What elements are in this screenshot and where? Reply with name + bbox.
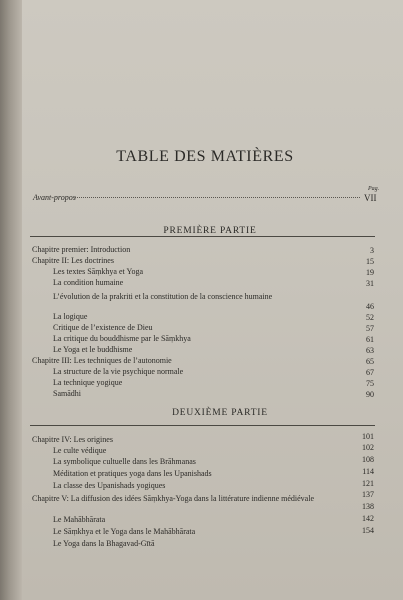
toc-entry-page: 52 [366,313,374,322]
toc-entry-page: 19 [366,268,374,277]
toc-entry: Chapitre III: Les techniques de l’autonomie [32,356,172,365]
toc-entry: L’évolution de la prakriti et la constitution de la conscience humaine [53,292,273,301]
toc-entry: Chapitre V: La diffusion des idées Sāṃkhya-Yoga dans la littérature indienne médiévale [32,494,315,503]
toc-entry: La critique du bouddhisme par le Sāṃkhya [53,334,191,343]
toc-entry: Le Sāṃkhya et le Yoga dans le Mahābhārata [53,527,196,536]
toc-entry-page: 137 [362,490,374,499]
toc-entry: Méditation et pratiques yoga dans les Upanishads [53,469,212,478]
toc-entry: La structure de la vie psychique normale [53,367,184,376]
toc-entry-page: 65 [366,357,374,366]
toc-entry-page: 114 [362,467,374,476]
toc-entry-page: 101 [362,432,374,441]
toc-entry: La technique yogique [53,378,123,387]
toc-entry: Les textes Sāṃkhya et Yoga [53,267,143,276]
toc-entry: La condition humaine [53,278,124,287]
toc-entry: La classe des Upanishads yogiques [53,481,166,490]
toc-entry-page: 138 [362,502,374,511]
toc-entry-page: 67 [366,368,374,377]
toc-entry-page: 108 [362,455,374,464]
toc-entry: Chapitre II: Les doctrines [32,256,114,265]
toc-entry: Chapitre IV: Les origines [32,435,113,444]
toc-entry-page: 63 [366,346,374,355]
toc-entry: Chapitre premier: Introduction [32,245,131,254]
front-matter-leader [75,197,360,198]
toc-entry-page: 46 [366,302,374,311]
toc-entry-page: 61 [366,335,374,344]
toc-title: TABLE DES MATIÈRES [116,148,294,165]
front-matter-label: Avant-propos [33,193,76,202]
toc-entry: Le Yoga et le buddhisme [53,345,133,354]
toc-entry-page: 121 [362,479,374,488]
toc-entry-page: 31 [366,279,374,288]
toc-entry-page: 102 [362,443,374,452]
toc-entry-page: 15 [366,257,374,266]
toc-entry: Le culte védique [53,446,107,455]
toc-entry-page: 154 [362,526,374,535]
part-separator-2 [30,425,375,426]
part-title-1: PREMIÈRE PARTIE [163,226,257,236]
toc-entry-page: 90 [366,390,374,399]
part-separator-1 [30,236,375,237]
toc-entry: La symbolique cultuelle dans les Brāhmanas [53,457,196,466]
toc-entry: Le Yoga dans la Bhagavad-Gītā [53,539,155,548]
toc-entry: Samādhi [53,389,81,398]
toc-entry: La logique [53,312,88,321]
toc-entry-page: 3 [370,246,374,255]
toc-entry-page: 75 [366,379,374,388]
toc-entry-page: 57 [366,324,374,333]
toc-entry-page: 142 [362,514,374,523]
toc-entry: Le Mahābhārata [53,515,106,524]
page-binding-shadow [0,0,22,600]
front-matter-page: VII [364,193,377,203]
toc-entry: Critique de l’existence de Dieu [53,323,153,332]
page-column-header: Pag. [368,186,380,192]
part-title-2: DEUXIÈME PARTIE [172,408,268,418]
